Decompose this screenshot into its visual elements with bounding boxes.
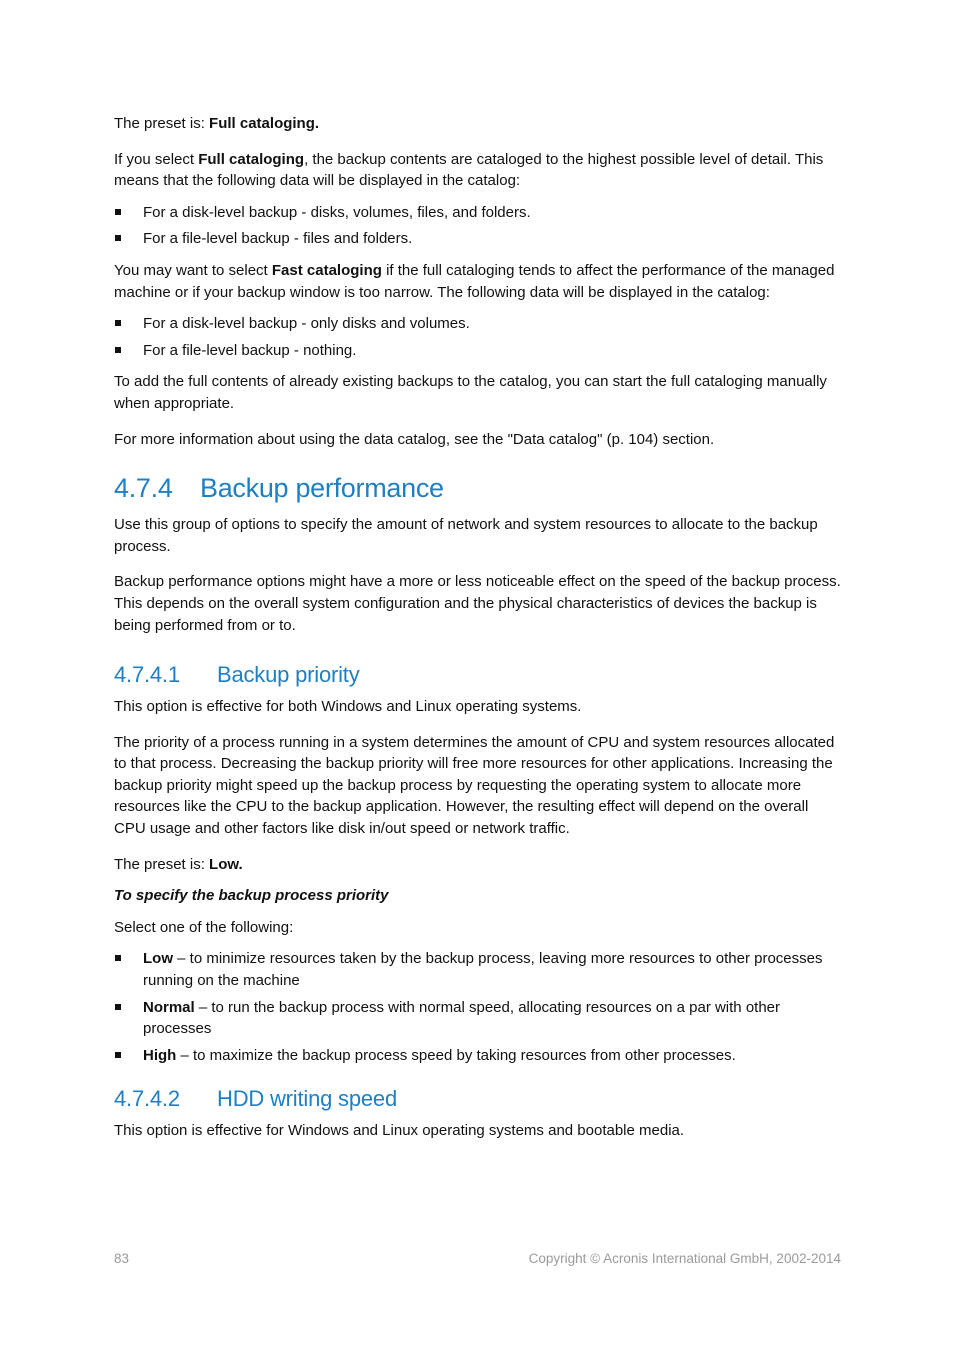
list-item-text: For a file-level backup - files and folders. bbox=[143, 230, 413, 248]
priority-para-2: The priority of a process running in a system determines the amount of CPU and system resources allocated to that process. Decreasing the backup priority will free more resources for other applications. Increasing the backup priority might speed up the backup process by requesting the operating system to allocate more resources like the CPU to the backup application. However, the resulting effect will depend on the overall CPU usage and other factors like disk in/out speed or network traffic. bbox=[114, 733, 835, 838]
select-instruction: Select one of the following: bbox=[114, 918, 294, 936]
section-title: Backup priority bbox=[217, 662, 360, 688]
performance-para-2: Backup performance options might have a more or less noticeable effect on the speed of the backup process. This depends on the overall system configuration and the physical characteristics of devices the backup is being performed from or to. bbox=[114, 573, 841, 634]
page-content bbox=[114, 113, 844, 1142]
list-item bbox=[114, 228, 844, 250]
option-text: – to minimize resources taken by the backup process, leaving more resources to other processes running on the machine bbox=[143, 950, 823, 990]
preset-label: The preset is: bbox=[114, 855, 210, 873]
performance-para-1: Use this group of options to specify the amount of network and system resources to allocate to the backup process. bbox=[114, 516, 818, 555]
bold-term: Full cataloging bbox=[198, 150, 305, 168]
section-heading-4-7-4-2 bbox=[114, 1086, 844, 1112]
section-number: 4.7.4.1 bbox=[114, 662, 180, 688]
text-span: If you select bbox=[114, 150, 199, 168]
bullet-square-icon bbox=[115, 235, 121, 241]
list-item bbox=[114, 313, 844, 335]
bullet-square-icon bbox=[115, 1004, 121, 1010]
option-name: Low bbox=[143, 950, 173, 968]
option-text: – to run the backup process with normal speed, allocating resources on a par with other processes bbox=[143, 998, 781, 1038]
bullet-square-icon bbox=[115, 320, 121, 326]
text-span: , the backup contents are cataloged to the highest possible level of detail. This means that the following data will be displayed in the catalog: bbox=[114, 150, 824, 190]
bullet-square-icon bbox=[115, 955, 121, 961]
page-number: 83 bbox=[114, 1251, 130, 1266]
priority-options-list bbox=[114, 948, 844, 1066]
hdd-speed-para-1: This option is effective for Windows and Linux operating systems and bootable media. bbox=[114, 1122, 685, 1140]
list-item-text: For a disk-level backup - disks, volumes, files, and folders. bbox=[143, 203, 531, 221]
list-item bbox=[114, 202, 844, 224]
option-name: High bbox=[143, 1046, 177, 1064]
full-cataloging-list bbox=[114, 202, 844, 250]
list-item-high bbox=[114, 1045, 844, 1067]
list-item-low bbox=[114, 948, 844, 991]
text-span: You may want to select bbox=[114, 261, 272, 279]
preset-label: The preset is: bbox=[114, 115, 210, 132]
page-footer bbox=[114, 1251, 841, 1266]
section-number: 4.7.4 bbox=[114, 473, 173, 504]
list-item-text: For a file-level backup - nothing. bbox=[143, 341, 357, 359]
list-item-text: For a disk-level backup - only disks and volumes. bbox=[143, 315, 470, 333]
bullet-square-icon bbox=[115, 209, 121, 215]
section-title: Backup performance bbox=[200, 473, 444, 504]
preset-value: Low. bbox=[209, 855, 243, 873]
bullet-square-icon bbox=[115, 1052, 121, 1058]
procedure-title: To specify the backup process priority bbox=[114, 887, 389, 905]
priority-para-1: This option is effective for both Windows and Linux operating systems. bbox=[114, 698, 582, 716]
fast-cataloging-list bbox=[114, 313, 844, 361]
list-item-normal bbox=[114, 997, 844, 1040]
section-number: 4.7.4.2 bbox=[114, 1086, 180, 1112]
bold-term: Fast cataloging bbox=[271, 261, 382, 279]
section-title: HDD writing speed bbox=[217, 1086, 398, 1112]
preset-value: Full cataloging. bbox=[209, 115, 320, 132]
copyright-notice: Copyright © Acronis International GmbH, 2002-2014 bbox=[528, 1251, 841, 1266]
manual-cataloging-note: To add the full contents of already existing backups to the catalog, you can start the full cataloging manually when appropriate. bbox=[114, 373, 827, 412]
option-name: Normal bbox=[143, 998, 195, 1016]
text-span: if the full cataloging tends to affect the performance of the managed machine or if your backup window is too narrow. The following data will be displayed in the catalog: bbox=[114, 261, 835, 301]
option-text: – to maximize the backup process speed by taking resources from other processes. bbox=[176, 1046, 736, 1064]
section-heading-4-7-4 bbox=[114, 472, 844, 504]
more-info-paragraph: For more information about using the data catalog, see the "Data catalog" (p. 104) section. bbox=[114, 430, 715, 448]
cataloging-preset bbox=[114, 113, 844, 135]
fast-cataloging-intro bbox=[114, 260, 844, 303]
bullet-square-icon bbox=[115, 347, 121, 353]
section-heading-4-7-4-1 bbox=[114, 662, 844, 688]
full-cataloging-intro bbox=[114, 149, 844, 192]
list-item bbox=[114, 340, 844, 362]
priority-preset bbox=[114, 854, 844, 876]
